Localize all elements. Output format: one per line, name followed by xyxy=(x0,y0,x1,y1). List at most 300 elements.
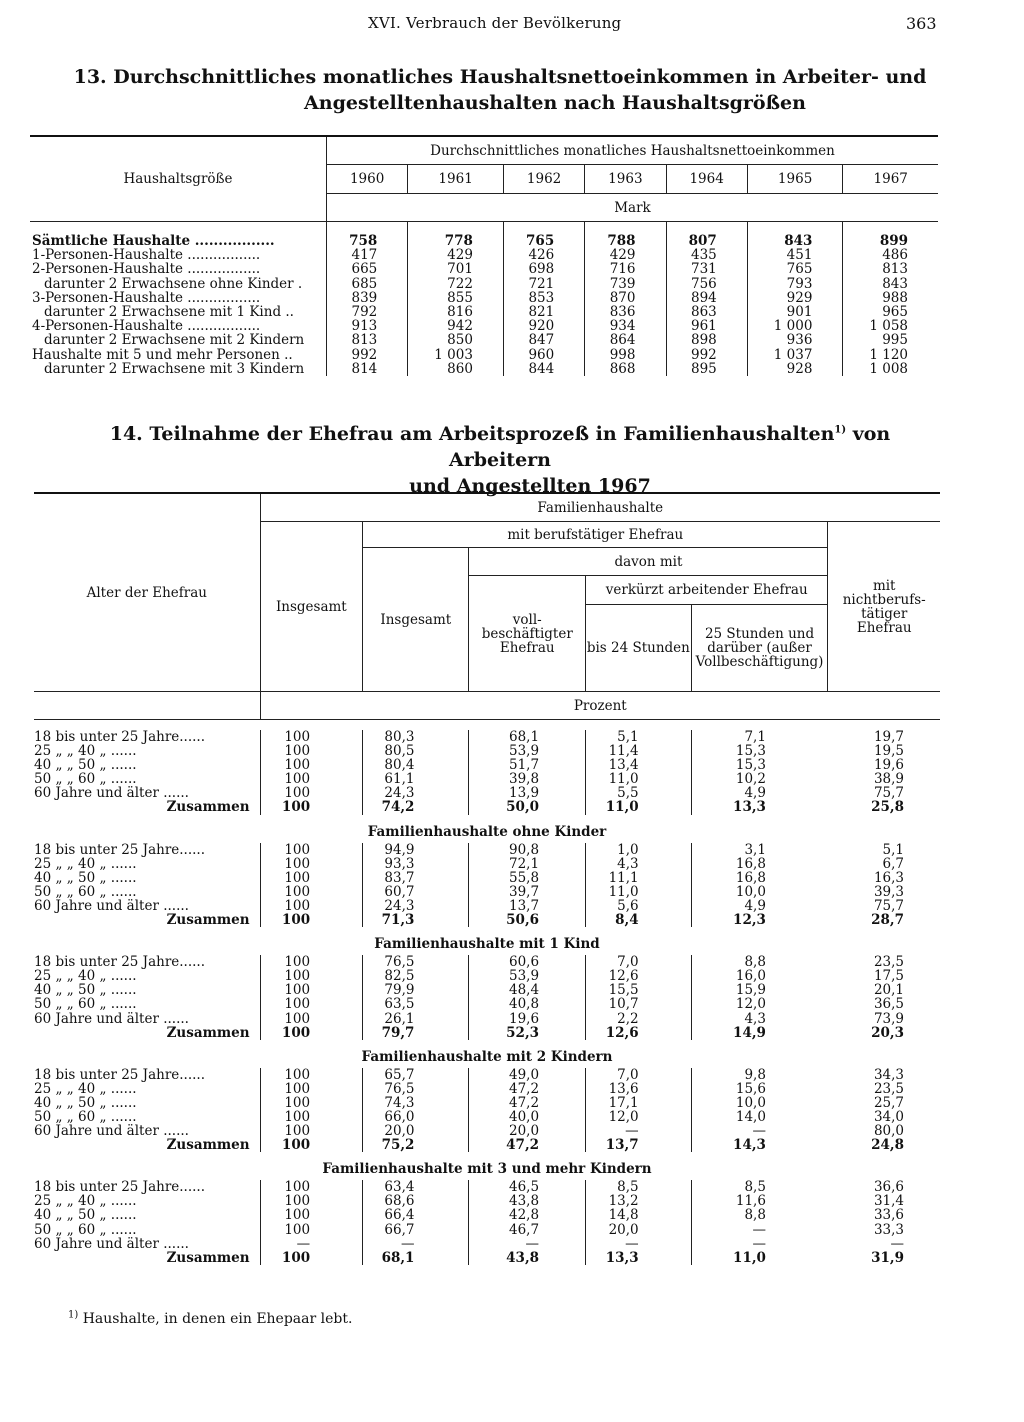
table13-cell: 1 008 xyxy=(843,362,938,376)
table14-cell: 34,3 xyxy=(873,1066,904,1083)
table13-cell: 813 xyxy=(843,262,938,276)
table14-cell: 100 xyxy=(284,855,311,872)
table14-cell: 66,0 xyxy=(363,1110,469,1124)
table14-verkuerzt-header: verkürzt arbeitender Ehefrau xyxy=(586,576,828,605)
table14-cell: 74,3 xyxy=(363,1096,469,1110)
table14-cell: 49,0 xyxy=(469,1068,586,1082)
table13-cell: 739 xyxy=(585,277,666,291)
table14-cell: 19,6 xyxy=(873,757,904,774)
table14-row-label: 40 „ „ 50 „ ...... xyxy=(34,1208,260,1222)
table13-cell: 860 xyxy=(408,362,504,376)
table13-cell: 853 xyxy=(503,291,584,305)
table14-cell: 12,3 xyxy=(691,913,828,927)
table14-cell: 15,6 xyxy=(691,1082,828,1096)
table13-unit: Mark xyxy=(327,194,939,222)
table14-cell: 73,9 xyxy=(873,1010,904,1027)
table14-cell: 39,7 xyxy=(469,885,586,899)
table13-cell: 1 000 xyxy=(747,319,843,333)
table14-cell: 8,5 xyxy=(691,1180,828,1194)
table13-cell: 868 xyxy=(585,362,666,376)
table14-cell: 50,0 xyxy=(469,800,586,814)
table14-cell: 68,1 xyxy=(469,730,586,744)
table14-cell: 13,7 xyxy=(469,899,586,913)
table13-row-label: 1-Personen-Haushalte ................. xyxy=(30,248,327,262)
table14-total-row xyxy=(34,913,940,927)
table13-row-label: Haushalte mit 5 und mehr Personen .. xyxy=(30,348,327,362)
table14-cell: 100 xyxy=(281,799,311,816)
table14-cell: 8,5 xyxy=(586,1180,692,1194)
table14-cell: 19,6 xyxy=(469,1012,586,1026)
table14-cell: 80,5 xyxy=(363,744,469,758)
table14-cell: 11,6 xyxy=(691,1194,828,1208)
table14-cell: 90,8 xyxy=(469,843,586,857)
table14-group-heading-row xyxy=(34,815,940,843)
table14-row xyxy=(34,758,940,772)
table14-cell: 100 xyxy=(284,883,311,900)
table13-cell: 913 xyxy=(351,318,378,335)
table14-title-line2: und Angestellten 1967 xyxy=(409,475,651,497)
table13-cell: 793 xyxy=(747,277,843,291)
table14-row-label: 18 bis unter 25 Jahre...... xyxy=(34,730,260,744)
table14-row-label: 18 bis unter 25 Jahre...... xyxy=(34,1180,260,1194)
table14-row-label: 18 bis unter 25 Jahre...... xyxy=(34,1068,260,1082)
table14-cell: 7,1 xyxy=(691,730,828,744)
table14-total-row xyxy=(34,1138,940,1152)
table14-row xyxy=(34,885,940,899)
table14-cell: 39,3 xyxy=(873,883,904,900)
table14-cell: 15,3 xyxy=(691,758,828,772)
table14-cell: 100 xyxy=(284,1108,311,1125)
table14-cell: — xyxy=(363,1237,469,1251)
table13-row-label: darunter 2 Erwachsene mit 3 Kindern xyxy=(30,362,327,376)
table13-cell: 813 xyxy=(351,332,378,349)
table14-cell: 100 xyxy=(284,1094,311,1111)
table13-title-line2: Angestelltenhaushalten nach Haushaltsgrößen xyxy=(304,92,806,114)
table14-row xyxy=(34,899,940,913)
table13-body xyxy=(30,222,938,376)
table14-cell: 25,8 xyxy=(871,799,904,816)
table14-row xyxy=(34,1096,940,1110)
chapter-title: XVI. Verbrauch der Bevölkerung xyxy=(368,14,622,32)
table14-cell: 76,5 xyxy=(363,1082,469,1096)
table13-row-label: 4-Personen-Haushalte ................. xyxy=(30,319,327,333)
table13-cell: 960 xyxy=(503,348,584,362)
table13-row-label: darunter 2 Erwachsene mit 2 Kindern xyxy=(30,333,327,347)
table14-cell: 23,5 xyxy=(873,954,904,971)
table14-title-footnote-mark: 1) xyxy=(834,424,847,436)
table14-cell: 50,6 xyxy=(469,913,586,927)
table14-cell: — xyxy=(469,1237,586,1251)
table13-row-label: darunter 2 Erwachsene ohne Kinder . xyxy=(30,277,327,291)
table13-row-label: darunter 2 Erwachsene mit 1 Kind .. xyxy=(30,305,327,319)
table13-year-header: 1960 xyxy=(327,165,408,194)
table14-row xyxy=(34,1068,940,1082)
table14-cell: 100 xyxy=(284,841,311,858)
table14-row-label: 60 Jahre und älter ...... xyxy=(34,1012,260,1026)
table14-cell: 2,2 xyxy=(586,1012,692,1026)
table14-unit: Prozent xyxy=(260,692,940,720)
table14-cell: 100 xyxy=(284,869,311,886)
table13-cell: 920 xyxy=(503,319,584,333)
table14-row xyxy=(34,1180,940,1194)
table13-cell: 814 xyxy=(351,360,378,377)
table14-cell: 80,3 xyxy=(363,730,469,744)
table14-cell: 100 xyxy=(284,1193,311,1210)
table13-cell: 716 xyxy=(585,262,666,276)
table14-cell: 100 xyxy=(281,1024,311,1041)
table14-row-label: 60 Jahre und älter ...... xyxy=(34,1124,260,1138)
table14-cell: 100 xyxy=(284,968,311,985)
table14-cell: 4,9 xyxy=(691,899,828,913)
table14-cell: 31,4 xyxy=(873,1193,904,1210)
table13-cell: 864 xyxy=(585,333,666,347)
table14-cell: — xyxy=(691,1223,828,1237)
table14-cell: 42,8 xyxy=(469,1208,586,1222)
table14-group-heading-row xyxy=(34,927,940,955)
table13-cell: 429 xyxy=(408,248,504,262)
table14-row xyxy=(34,871,940,885)
table14-cell: 68,1 xyxy=(363,1251,469,1265)
table14-cell: 24,8 xyxy=(871,1137,904,1154)
table14-cell: 100 xyxy=(284,1221,311,1238)
table14-cell: 61,1 xyxy=(363,772,469,786)
table14-cell: 93,3 xyxy=(363,857,469,871)
table14-cell: 80,4 xyxy=(363,758,469,772)
table14-cell: 100 xyxy=(284,982,311,999)
table14-cell: 74,2 xyxy=(363,800,469,814)
table14-row xyxy=(34,857,940,871)
table13-cell: 992 xyxy=(351,346,378,363)
page-number: 363 xyxy=(906,14,937,33)
table14-cell: 13,3 xyxy=(691,800,828,814)
table14-cell: 5,6 xyxy=(586,899,692,913)
table14-row-label: 40 „ „ 50 „ ...... xyxy=(34,758,260,772)
table13-cell: 429 xyxy=(585,248,666,262)
table13-year-header: 1964 xyxy=(666,165,747,194)
table14-cell: 15,5 xyxy=(586,983,692,997)
table14-total-row xyxy=(34,800,940,814)
table14-cell: 51,7 xyxy=(469,758,586,772)
table13-cell: 486 xyxy=(843,248,938,262)
table14-cell: 1,0 xyxy=(586,843,692,857)
table14-cell: 53,9 xyxy=(469,969,586,983)
table14-cell: 46,5 xyxy=(469,1180,586,1194)
table14-cell: 63,5 xyxy=(363,997,469,1011)
table13-cell: 936 xyxy=(747,333,843,347)
table13-cell: 895 xyxy=(666,362,747,376)
table14-davon-mit-header: davon mit xyxy=(469,548,828,576)
table13-cell: 844 xyxy=(503,362,584,376)
table14-cell: 43,8 xyxy=(469,1251,586,1265)
table14-stub-header: Alter der Ehefrau xyxy=(34,493,260,692)
table13-cell: 778 xyxy=(408,222,504,249)
table14-row xyxy=(34,997,940,1011)
table13-title xyxy=(60,64,940,116)
table14-row xyxy=(34,786,940,800)
table14-cell: 10,7 xyxy=(586,997,692,1011)
table13-cell: 901 xyxy=(747,305,843,319)
table14-title-line1 xyxy=(60,421,940,473)
table14-row-label: 25 „ „ 40 „ ...... xyxy=(34,857,260,871)
table14-cell: 16,3 xyxy=(873,869,904,886)
table14-row xyxy=(34,1223,940,1237)
table14-cell: 100 xyxy=(284,1179,311,1196)
table14-cell: 19,7 xyxy=(873,729,904,745)
table14-row-label: 18 bis unter 25 Jahre...... xyxy=(34,843,260,857)
table13-cell: 816 xyxy=(408,305,504,319)
table14-group-heading: Familienhaushalte mit 1 Kind xyxy=(374,936,600,953)
table14-familienhaushalte-header: Familienhaushalte xyxy=(260,493,940,522)
table13-year-header: 1961 xyxy=(408,165,504,194)
table14-cell: 23,5 xyxy=(873,1080,904,1097)
table14-row-label: 25 „ „ 40 „ ...... xyxy=(34,744,260,758)
table13-cell: 839 xyxy=(351,289,378,306)
table14-cell: 8,8 xyxy=(691,1208,828,1222)
table14-cell: — xyxy=(691,1237,828,1251)
table14-cell: 100 xyxy=(284,897,311,914)
table14-cell: 8,4 xyxy=(586,913,692,927)
table13-cell: 843 xyxy=(843,277,938,291)
table14-cell: 4,3 xyxy=(586,857,692,871)
table14-row xyxy=(34,1082,940,1096)
table14-title xyxy=(60,421,940,499)
table14-cell: 79,9 xyxy=(363,983,469,997)
table14-cell: 16,8 xyxy=(691,871,828,885)
table14-cell: 82,5 xyxy=(363,969,469,983)
table14-row xyxy=(34,1012,940,1026)
table14-cell: 71,3 xyxy=(363,913,469,927)
table14-cell: 100 xyxy=(284,1080,311,1097)
table14-cell: 31,9 xyxy=(871,1249,904,1266)
table14-group-heading: Familienhaushalte mit 2 Kindern xyxy=(361,1048,613,1065)
table13-cell: 843 xyxy=(747,222,843,249)
table13-cell: 765 xyxy=(503,222,584,249)
table14-group-heading: Familienhaushalte mit 3 und mehr Kindern xyxy=(322,1161,652,1178)
table14-cell: 12,6 xyxy=(586,969,692,983)
footnote xyxy=(68,1311,352,1327)
table14-cell: 20,0 xyxy=(586,1223,692,1237)
table14-cell: 11,1 xyxy=(586,871,692,885)
table14-cell: 100 xyxy=(284,743,311,760)
table13-row xyxy=(30,305,938,319)
table14-row xyxy=(34,969,940,983)
table14-cell: 33,6 xyxy=(873,1207,904,1224)
table14-cell: 100 xyxy=(284,1207,311,1224)
table14-cell: 100 xyxy=(281,912,311,929)
table13-cell: 1 120 xyxy=(843,348,938,362)
table14-cell: 100 xyxy=(284,954,311,971)
table13-stub-header: Haushaltsgröße xyxy=(30,136,327,222)
table14-row xyxy=(34,744,940,758)
table13-cell: 942 xyxy=(408,319,504,333)
table14-row xyxy=(34,843,940,857)
table13-cell: 701 xyxy=(408,262,504,276)
table13-cell: 847 xyxy=(503,333,584,347)
table14-cell: 100 xyxy=(284,996,311,1013)
table13-cell: 965 xyxy=(843,305,938,319)
table13-title-line1: 13. Durchschnittliches monatliches Haushaltsnettoeinkommen in Arbeiter- und xyxy=(73,66,927,88)
table14-berufstaetig-header: mit berufstätiger Ehefrau xyxy=(363,522,828,548)
table14-row-label: 40 „ „ 50 „ ...... xyxy=(34,871,260,885)
table14-cell: 43,8 xyxy=(469,1194,586,1208)
table14-cell: 36,5 xyxy=(873,996,904,1013)
table14-cell: 13,3 xyxy=(586,1251,692,1265)
table14-cell: 12,6 xyxy=(586,1026,692,1040)
table14-nicht-berufstaetig-header: mit nichtberufs-tätiger Ehefrau xyxy=(828,522,940,692)
footnote-text: Haushalte, in denen ein Ehepaar lebt. xyxy=(78,1311,353,1327)
table14-row-label: 18 bis unter 25 Jahre...... xyxy=(34,955,260,969)
table14-cell: 13,2 xyxy=(586,1194,692,1208)
table14-row-label: Zusammen xyxy=(34,1026,260,1040)
table13-cell: 898 xyxy=(666,333,747,347)
table14-cell: 100 xyxy=(284,1010,311,1027)
table13-cell: 870 xyxy=(585,291,666,305)
table14-cell: 79,7 xyxy=(363,1026,469,1040)
table14-cell: — xyxy=(691,1124,828,1138)
table14-insgesamt-header: Insgesamt xyxy=(260,522,363,692)
table14-row-label: 40 „ „ 50 „ ...... xyxy=(34,1096,260,1110)
table14-cell: 11,0 xyxy=(691,1251,828,1265)
table13-row xyxy=(30,248,938,262)
table13-row-label: 3-Personen-Haushalte ................. xyxy=(30,291,327,305)
table14-group-heading-row xyxy=(34,1152,940,1180)
table14-cell: 26,1 xyxy=(363,1012,469,1026)
table14-cell: 100 xyxy=(281,1249,311,1266)
table14-cell: 28,7 xyxy=(871,912,904,929)
table14-cell: 83,7 xyxy=(363,871,469,885)
table14-cell: 14,3 xyxy=(691,1138,828,1152)
table14-cell: 10,2 xyxy=(691,772,828,786)
table14-cell: 53,9 xyxy=(469,744,586,758)
table14-cell: 66,4 xyxy=(363,1208,469,1222)
table13-cell: 1 058 xyxy=(843,319,938,333)
table13-year-header: 1962 xyxy=(503,165,584,194)
table13-cell: 988 xyxy=(843,291,938,305)
table14-cell: 100 xyxy=(284,1123,311,1140)
table14-row-label: 25 „ „ 40 „ ...... xyxy=(34,1194,260,1208)
table13-row xyxy=(30,348,938,362)
table14-cell: 13,9 xyxy=(469,786,586,800)
table14-cell: 80,0 xyxy=(873,1123,904,1140)
table13-row xyxy=(30,262,938,276)
table14-cell: 47,2 xyxy=(469,1096,586,1110)
table14-row xyxy=(34,1237,940,1251)
table14-vollbeschaeftigt-header: voll-beschäftigter Ehefrau xyxy=(469,576,586,692)
table14-cell: 34,0 xyxy=(873,1108,904,1125)
table14-cell: 11,0 xyxy=(586,800,692,814)
table14-cell: 11,0 xyxy=(586,772,692,786)
table14-cell: 76,5 xyxy=(363,955,469,969)
table13-cell: 792 xyxy=(351,303,378,320)
table13-cell: 756 xyxy=(666,277,747,291)
table14-cell: 40,0 xyxy=(469,1110,586,1124)
table13-row xyxy=(30,277,938,291)
table14-cell: 9,8 xyxy=(691,1068,828,1082)
table14-cell: 5,1 xyxy=(586,730,692,744)
table13-cell: 998 xyxy=(585,348,666,362)
table14-cell: 65,7 xyxy=(363,1068,469,1082)
table14-cell: 100 xyxy=(284,1066,311,1083)
table13-cell: 992 xyxy=(666,348,747,362)
footnote-mark: 1) xyxy=(68,1309,79,1321)
table14-spacer-row xyxy=(34,720,940,731)
table13-cell: 961 xyxy=(666,319,747,333)
table14-cell: 94,9 xyxy=(363,843,469,857)
table14-row xyxy=(34,955,940,969)
table14-group-heading: Familienhaushalte ohne Kinder xyxy=(367,823,607,840)
table13-cell: 1 003 xyxy=(408,348,504,362)
table14-cell: 13,6 xyxy=(586,1082,692,1096)
table14-row-label: Zusammen xyxy=(34,1251,260,1265)
table13-cell: 850 xyxy=(408,333,504,347)
table14-row-label: Zusammen xyxy=(34,1138,260,1152)
table14-title-tail: von Arbeitern xyxy=(448,423,891,471)
table14-cell: 11,0 xyxy=(586,885,692,899)
table14-cell: 100 xyxy=(284,771,311,788)
table14-cell: 20,0 xyxy=(363,1124,469,1138)
table14-cell: 47,2 xyxy=(469,1082,586,1096)
table14-cell: 48,4 xyxy=(469,983,586,997)
table14-cell: 68,6 xyxy=(363,1194,469,1208)
table14-ab25-header: 25 Stunden und darüber (außer Vollbeschäftigung) xyxy=(691,605,828,692)
table14-bis24-header: bis 24 Stunden xyxy=(586,605,692,692)
table14-cell: 63,4 xyxy=(363,1180,469,1194)
table14-row xyxy=(34,730,940,744)
table13-cell: 863 xyxy=(666,305,747,319)
table14-row xyxy=(34,983,940,997)
table14-cell: 75,7 xyxy=(873,897,904,914)
table13-cell: 731 xyxy=(666,262,747,276)
table13-cell: 788 xyxy=(585,222,666,249)
table14-row-label: 50 „ „ 60 „ ...... xyxy=(34,1110,260,1124)
table13-cell: 934 xyxy=(585,319,666,333)
running-head xyxy=(0,14,1024,38)
table14-cell: 19,5 xyxy=(873,743,904,760)
table14-cell: 12,0 xyxy=(586,1110,692,1124)
table13-year-header: 1963 xyxy=(585,165,666,194)
table14-cell: 72,1 xyxy=(469,857,586,871)
table14-row-label: 50 „ „ 60 „ ...... xyxy=(34,885,260,899)
table13-cell: 928 xyxy=(747,362,843,376)
table14-cell: 46,7 xyxy=(469,1223,586,1237)
table14-cell: 13,4 xyxy=(586,758,692,772)
table14-row xyxy=(34,1208,940,1222)
table13-cell: 698 xyxy=(503,262,584,276)
table14-insgesamt2-header: Insgesamt xyxy=(363,548,469,692)
table13-cell: 417 xyxy=(351,247,378,264)
table13-cell: 758 xyxy=(349,233,378,249)
table14-title-main: 14. Teilnahme der Ehefrau am Arbeitsprozeß in Familienhaushalten xyxy=(109,423,835,445)
table13-cell: 894 xyxy=(666,291,747,305)
table14-cell: 10,0 xyxy=(691,1096,828,1110)
table13 xyxy=(30,135,938,376)
table13-cell: 722 xyxy=(408,277,504,291)
table14-cell: 20,3 xyxy=(871,1024,904,1041)
table13-cell: 821 xyxy=(503,305,584,319)
table14-cell: 40,8 xyxy=(469,997,586,1011)
table13-row xyxy=(30,222,938,249)
table14-cell: 20,1 xyxy=(873,982,904,999)
table14-group-heading-row xyxy=(34,1040,940,1068)
table14-cell: 55,8 xyxy=(469,871,586,885)
table14-cell: 17,5 xyxy=(873,968,904,985)
table14-spacer-cell xyxy=(34,720,940,731)
table13-year-header: 1965 xyxy=(747,165,843,194)
table14-cell: 11,4 xyxy=(586,744,692,758)
table14-row xyxy=(34,1124,940,1138)
table14-cell: 16,8 xyxy=(691,857,828,871)
table13-main-header: Durchschnittliches monatliches Haushaltsnettoeinkommen xyxy=(327,136,939,165)
